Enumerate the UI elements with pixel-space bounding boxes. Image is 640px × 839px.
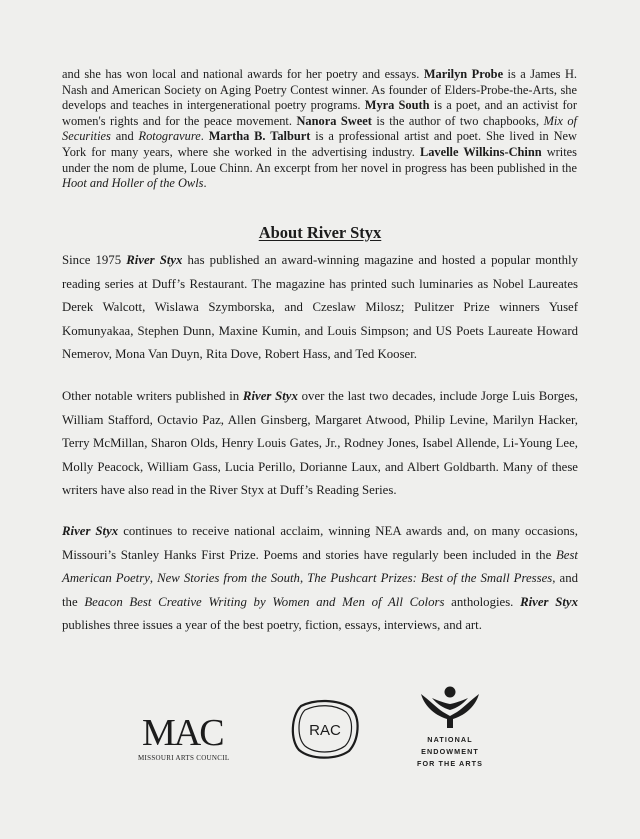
mac-logo-subtitle: MISSOURI ARTS COUNCIL bbox=[138, 754, 230, 762]
bold-run: Martha B. Talburt bbox=[208, 129, 311, 144]
text-run: , and the bbox=[62, 571, 578, 609]
text-run: Since 1975 bbox=[62, 253, 127, 267]
text-run: . bbox=[203, 176, 207, 191]
text-run: . bbox=[200, 129, 209, 144]
nea-emblem-icon bbox=[419, 686, 481, 730]
about-paragraph-1 bbox=[62, 249, 578, 367]
bold-run: River Styx bbox=[126, 253, 183, 267]
text-run: is a James H. Nash and American Society on Aging Poetry Contest winner. As founder of Elders-Probe-the-Arts, she develops and teaches in intergenerational poetry programs. bbox=[62, 67, 578, 113]
section-heading: About River Styx bbox=[258, 223, 382, 242]
text-run: continues to receive national acclaim, winning NEA awards and, on many occasions, Missouri’s Stanley Hanks First Prize. Poems and stories have regularly been included in the bbox=[62, 524, 578, 562]
missouri-arts-council-logo bbox=[134, 713, 254, 763]
bold-run: Marilyn Probe bbox=[423, 67, 504, 81]
bold-run: Myra South bbox=[364, 98, 430, 113]
rac-logo-word: RAC bbox=[309, 722, 341, 739]
text-run: writes under the nom de plume, Loue Chinn. An excerpt from her novel in progress has been published in the bbox=[62, 144, 577, 175]
text-run: over the last two decades, include Jorge Luis Borges, William Stafford, Octavio Paz, Allen Ginsberg, Margaret Atwood, Philip Levine, Marilyn Hacker, Terry McMillan, Sharon Olds, Henry Louis Gates, Jr., Rodney Jones, Isabel Allende, Li-Young Lee, Molly Peacock, William Gass, Lucia Perillo, Dorianne Laux, and Albert Goldbarth. Many of these writers have also read in the River Styx at Duff’s Reading Series. bbox=[62, 389, 578, 498]
italic-run: Hoot and Holler of the Owls bbox=[62, 176, 204, 191]
italic-run: Beacon Best Creative Writing by Women and Men of All Colors bbox=[84, 594, 445, 609]
about-paragraph-2 bbox=[62, 385, 578, 503]
text-run: anthologies. bbox=[444, 594, 521, 609]
text-run: is the author of two chapbooks, bbox=[371, 113, 544, 128]
text-run: and she has won local and national awards for her poetry and essays. bbox=[62, 67, 424, 81]
mac-logo-word: MAC bbox=[142, 712, 223, 754]
nea-line-3: FOR THE ARTS bbox=[416, 759, 484, 768]
italic-run: Rotogravure bbox=[138, 129, 201, 144]
text-run: , bbox=[149, 571, 158, 586]
text-run: is a poet, and an activist for women's rights and for the peace movement. bbox=[62, 98, 578, 128]
text-run: has published an award-winning magazine and hosted a popular monthly reading series at Duff’s Restaurant. The magazine has printed such luminaries as Nobel Laureates Derek Walcott, Wislawa Szymborska, and Czeslaw Milosz; Pulitzer Prize winners Yusef Komunyakaa, Stephen Dunn, Maxine Kumin, and Louis Simpson; and US Poets Laureate Howard Nemerov, Mona Van Duyn, Rita Dove, Robert Hass, and Ted Kooser. bbox=[62, 253, 578, 362]
sponsor-logos bbox=[0, 680, 640, 790]
bold-run: River Styx bbox=[62, 524, 119, 538]
italic-run: New Stories from the South bbox=[157, 571, 300, 586]
nea-wordmark bbox=[404, 734, 496, 770]
text-run: is a professional artist and poet. She lived in New York for many years, where she worked in the advertising industry. bbox=[62, 129, 578, 159]
italic-run: The Pushcart Prizes: Best of the Small Presses bbox=[307, 571, 553, 586]
nea-line-2: ENDOWMENT bbox=[421, 747, 479, 756]
bold-run: River Styx bbox=[242, 389, 298, 403]
national-endowment-for-the-arts-logo bbox=[404, 686, 496, 781]
italic-run: Best American Poetry bbox=[62, 547, 578, 586]
text-run: , bbox=[299, 571, 308, 586]
about-paragraph-3 bbox=[62, 520, 578, 638]
nea-line-1: NATIONAL bbox=[427, 735, 473, 744]
text-run: publishes three issues a year of the best poetry, fiction, essays, interviews, and art. bbox=[62, 618, 482, 633]
italic-run: Mix of Securities bbox=[62, 113, 577, 144]
bold-run: Lavelle Wilkins-Chinn bbox=[419, 144, 542, 159]
regional-arts-commission-logo bbox=[289, 698, 361, 760]
bold-run: River Styx bbox=[520, 594, 578, 609]
contributors-paragraph bbox=[62, 67, 577, 192]
text-run: Other notable writers published in bbox=[62, 389, 243, 403]
text-run: and bbox=[110, 129, 139, 144]
bold-run: Nanora Sweet bbox=[296, 113, 372, 128]
